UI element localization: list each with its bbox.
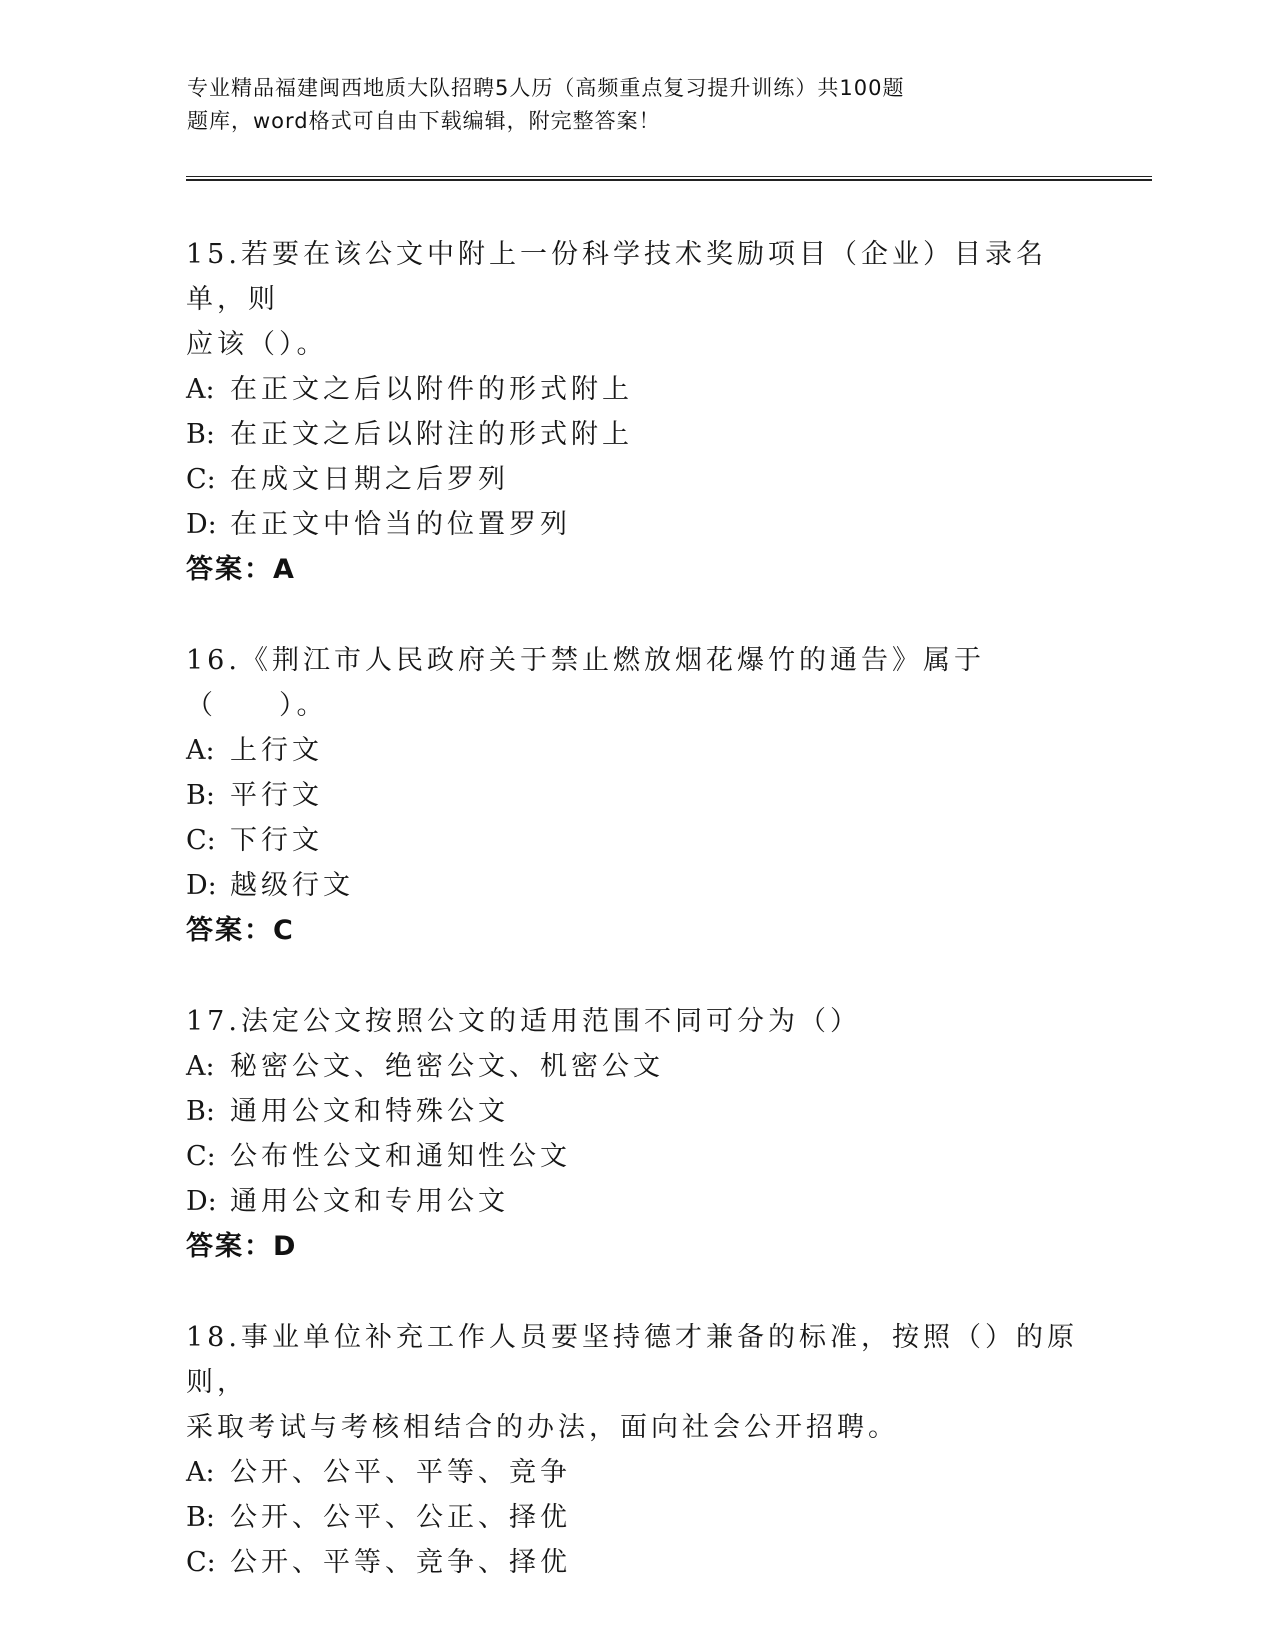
option-text: 公布性公文和通知性公文 (230, 1141, 571, 1172)
question-stem-line-2: 应该（）。 (186, 329, 328, 360)
option-b (186, 773, 1126, 818)
header-divider (186, 176, 1152, 181)
option-text: 公开、平等、竞争、择优 (230, 1547, 571, 1578)
option-key: A: (186, 735, 215, 766)
option-d (186, 502, 1126, 547)
option-key: B: (186, 780, 215, 811)
option-c (186, 818, 1126, 863)
answer-label: 答案：D (186, 1231, 298, 1262)
document-header (187, 72, 1047, 138)
question-stem-line-1: 15.若要在该公文中附上一份科学技术奖励项目（企业）目录名单，则 (186, 239, 1047, 315)
question-stem-line-1: 16.《荆江市人民政府关于禁止燃放烟花爆竹的通告》属于（ ）。 (186, 645, 985, 721)
answer-label: 答案：C (186, 915, 295, 946)
option-b (186, 412, 1126, 457)
option-b (186, 1495, 1126, 1540)
question-list (186, 232, 1126, 1631)
option-text: 通用公文和特殊公文 (230, 1096, 509, 1127)
option-key: A: (186, 1051, 215, 1082)
option-d (186, 863, 1126, 908)
option-text: 在正文之后以附注的形式附上 (230, 419, 633, 450)
question-18 (186, 1315, 1126, 1585)
question-15 (186, 232, 1126, 592)
option-text: 下行文 (230, 825, 323, 856)
option-key: D: (186, 870, 217, 901)
option-c (186, 457, 1126, 502)
option-key: B: (186, 1502, 215, 1533)
option-text: 平行文 (230, 780, 323, 811)
option-c (186, 1540, 1126, 1585)
header-line-2: 题库，word格式可自由下载编辑，附完整答案！ (187, 109, 661, 133)
option-c (186, 1134, 1126, 1179)
option-text: 在成文日期之后罗列 (230, 464, 509, 495)
option-text: 越级行文 (230, 870, 354, 901)
option-a (186, 1044, 1126, 1089)
option-key: C: (186, 1141, 216, 1172)
answer-label: 答案：A (186, 554, 296, 585)
question-stem-line-1: 18.事业单位补充工作人员要坚持德才兼备的标准，按照（）的原则， (186, 1322, 1078, 1398)
option-key: B: (186, 419, 215, 450)
question-17 (186, 999, 1126, 1269)
option-key: B: (186, 1096, 215, 1127)
option-key: A: (186, 374, 215, 405)
question-stem-line-2: 采取考试与考核相结合的办法，面向社会公开招聘。 (186, 1412, 899, 1443)
option-key: A: (186, 1457, 215, 1488)
option-text: 公开、公平、平等、竞争 (230, 1457, 571, 1488)
option-a (186, 1450, 1126, 1495)
question-stem-line-1: 17.法定公文按照公文的适用范围不同可分为（） (186, 1006, 861, 1037)
option-text: 在正文之后以附件的形式附上 (230, 374, 633, 405)
option-text: 公开、公平、公正、择优 (230, 1502, 571, 1533)
option-a (186, 367, 1126, 412)
option-d (186, 1179, 1126, 1224)
option-key: C: (186, 464, 216, 495)
header-line-1: 专业精品福建闽西地质大队招聘5人历（高频重点复习提升训练）共100题 (187, 76, 905, 100)
option-key: D: (186, 1186, 217, 1217)
option-text: 在正文中恰当的位置罗列 (230, 509, 571, 540)
question-16 (186, 638, 1126, 953)
option-key: D: (186, 509, 217, 540)
option-a (186, 728, 1126, 773)
option-text: 通用公文和专用公文 (230, 1186, 509, 1217)
option-b (186, 1089, 1126, 1134)
option-text: 秘密公文、绝密公文、机密公文 (230, 1051, 664, 1082)
option-key: C: (186, 1547, 216, 1578)
option-text: 上行文 (230, 735, 323, 766)
option-key: C: (186, 825, 216, 856)
